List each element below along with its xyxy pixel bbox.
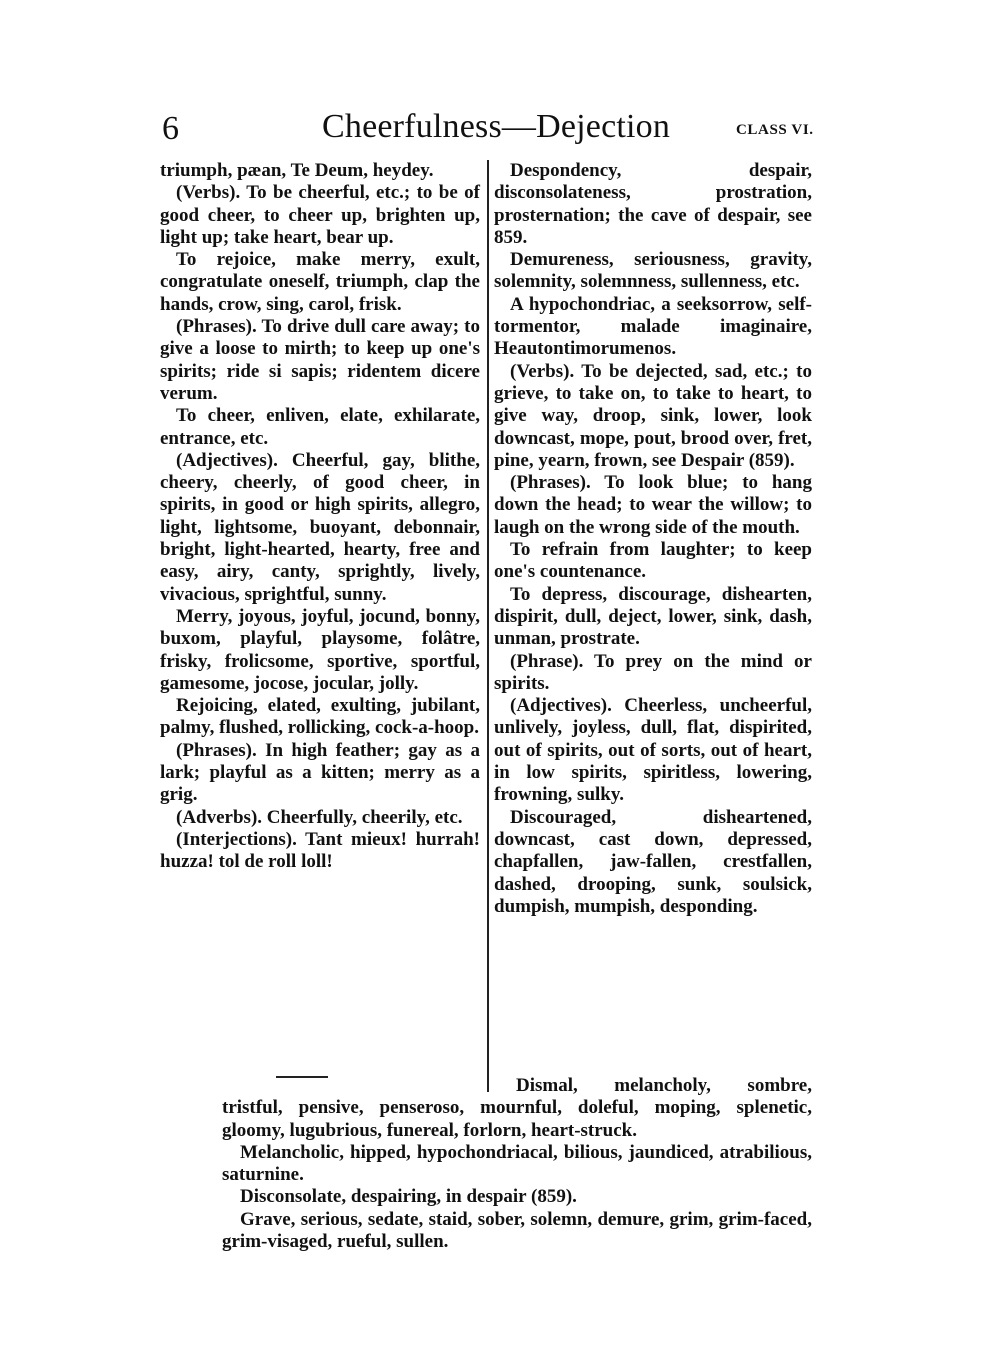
right-paragraph: (Adjectives). Cheerless, uncheerful, unlively, joyless, dull, flat, dispirited, out of spirits, out of sorts, out of heart, in low spirits, spiritless, lowering, frowning, sulky. [494, 695, 812, 806]
bottom-paragraph: Melancholic, hipped, hypochondriacal, bilious, jaundiced, atrabilious, saturnine. [222, 1141, 812, 1186]
right-paragraph: (Phrase). To prey on the mind or spirits. [494, 650, 812, 694]
right-paragraph: (Phrases). To look blue; to hang down the head; to wear the willow; to laugh on the wrong side of the mouth. [494, 472, 812, 538]
left-paragraph: To cheer, enliven, elate, exhilarate, entrance, etc. [160, 405, 480, 449]
bottom-paragraph: Dismal, melancholy, sombre, tristful, pensive, penseroso, mournful, doleful, moping, splenetic, gloomy, lugubrious, funereal, forlorn, heart-struck. [222, 1075, 812, 1141]
right-paragraph: A hypochondriac, a seeksorrow, self-tormentor, malade imaginaire, Heautontimorumenos. [494, 293, 812, 360]
column-divider [487, 160, 489, 1092]
right-column [494, 160, 812, 918]
left-paragraph: triumph, pæan, Te Deum, heydey. [160, 160, 434, 181]
right-paragraph: (Verbs). To be dejected, sad, etc.; to grieve, to take on, to take to heart, to give way, droop, sink, lower, look downcast, mope, pout, brood over, fret, pine, yearn, frown, see Despair (859). [494, 360, 812, 471]
right-paragraph: Demureness, seriousness, gravity, solemnity, solemnness, sullenness, etc. [494, 249, 812, 293]
left-paragraph: (Adverbs). Cheerfully, cheerily, etc. [176, 806, 463, 828]
class-label: CLASS VI. [736, 122, 814, 138]
left-paragraph: To rejoice, make merry, exult, congratulate oneself, triumph, clap the hands, crow, sing, carol, frisk. [160, 249, 480, 315]
left-column [160, 160, 480, 874]
page-title: Cheerfulness—Dejection [322, 108, 671, 145]
bottom-section [222, 1075, 812, 1253]
page-number: 6 [162, 110, 179, 147]
right-paragraph: Despondency, despair, disconsolateness, prostration, prosternation; the cave of despair, see 859. [494, 160, 812, 248]
right-paragraph: To depress, discourage, dishearten, dispirit, dull, deject, lower, sink, dash, unman, prostrate. [494, 583, 812, 650]
bottom-paragraph: Grave, serious, sedate, staid, sober, solemn, demure, grim, grim-faced, grim-visaged, rueful, sullen. [222, 1208, 812, 1253]
left-paragraph: (Verbs). To be cheerful, etc.; to be of good cheer, to cheer up, brighten up, light up; take heart, bear up. [160, 182, 480, 248]
left-paragraph: (Phrases). To drive dull care away; to give a loose to mirth; to keep up one's spirits; ride si sapis; ridentem dicere verum. [160, 316, 480, 404]
right-paragraph: To refrain from laughter; to keep one's countenance. [494, 539, 812, 583]
right-paragraph: Discouraged, disheartened, downcast, cast down, depressed, chapfallen, jaw-fallen, crestfallen, dashed, drooping, sunk, soulsick, dumpish, mumpish, desponding. [494, 806, 812, 917]
left-paragraph: (Interjections). Tant mieux! hurrah! huzza! tol de roll loll! [160, 828, 480, 873]
left-paragraph: Merry, joyous, joyful, jocund, bonny, buxom, playful, playsome, folâtre, frisky, frolicsome, sportive, sportful, gamesome, jocose, jocular, jolly. [160, 605, 480, 694]
left-paragraph: (Adjectives). Cheerful, gay, blithe, cheery, cheerly, of good cheer, in spirits, in good or high spirits, allegro, light, lightsome, buoyant, debonnair, bright, light-hearted, hearty, free and easy, airy, canty, sprightly, lively, vivacious, sprightful, sunny. [160, 449, 480, 605]
bottom-paragraph: Disconsolate, despairing, in despair (859). [240, 1186, 577, 1208]
left-paragraph: (Phrases). In high feather; gay as a lark; playful as a kitten; merry as a grig. [160, 739, 480, 806]
left-paragraph: Rejoicing, elated, exulting, jubilant, palmy, flushed, rollicking, cock-a-hoop. [160, 695, 480, 739]
